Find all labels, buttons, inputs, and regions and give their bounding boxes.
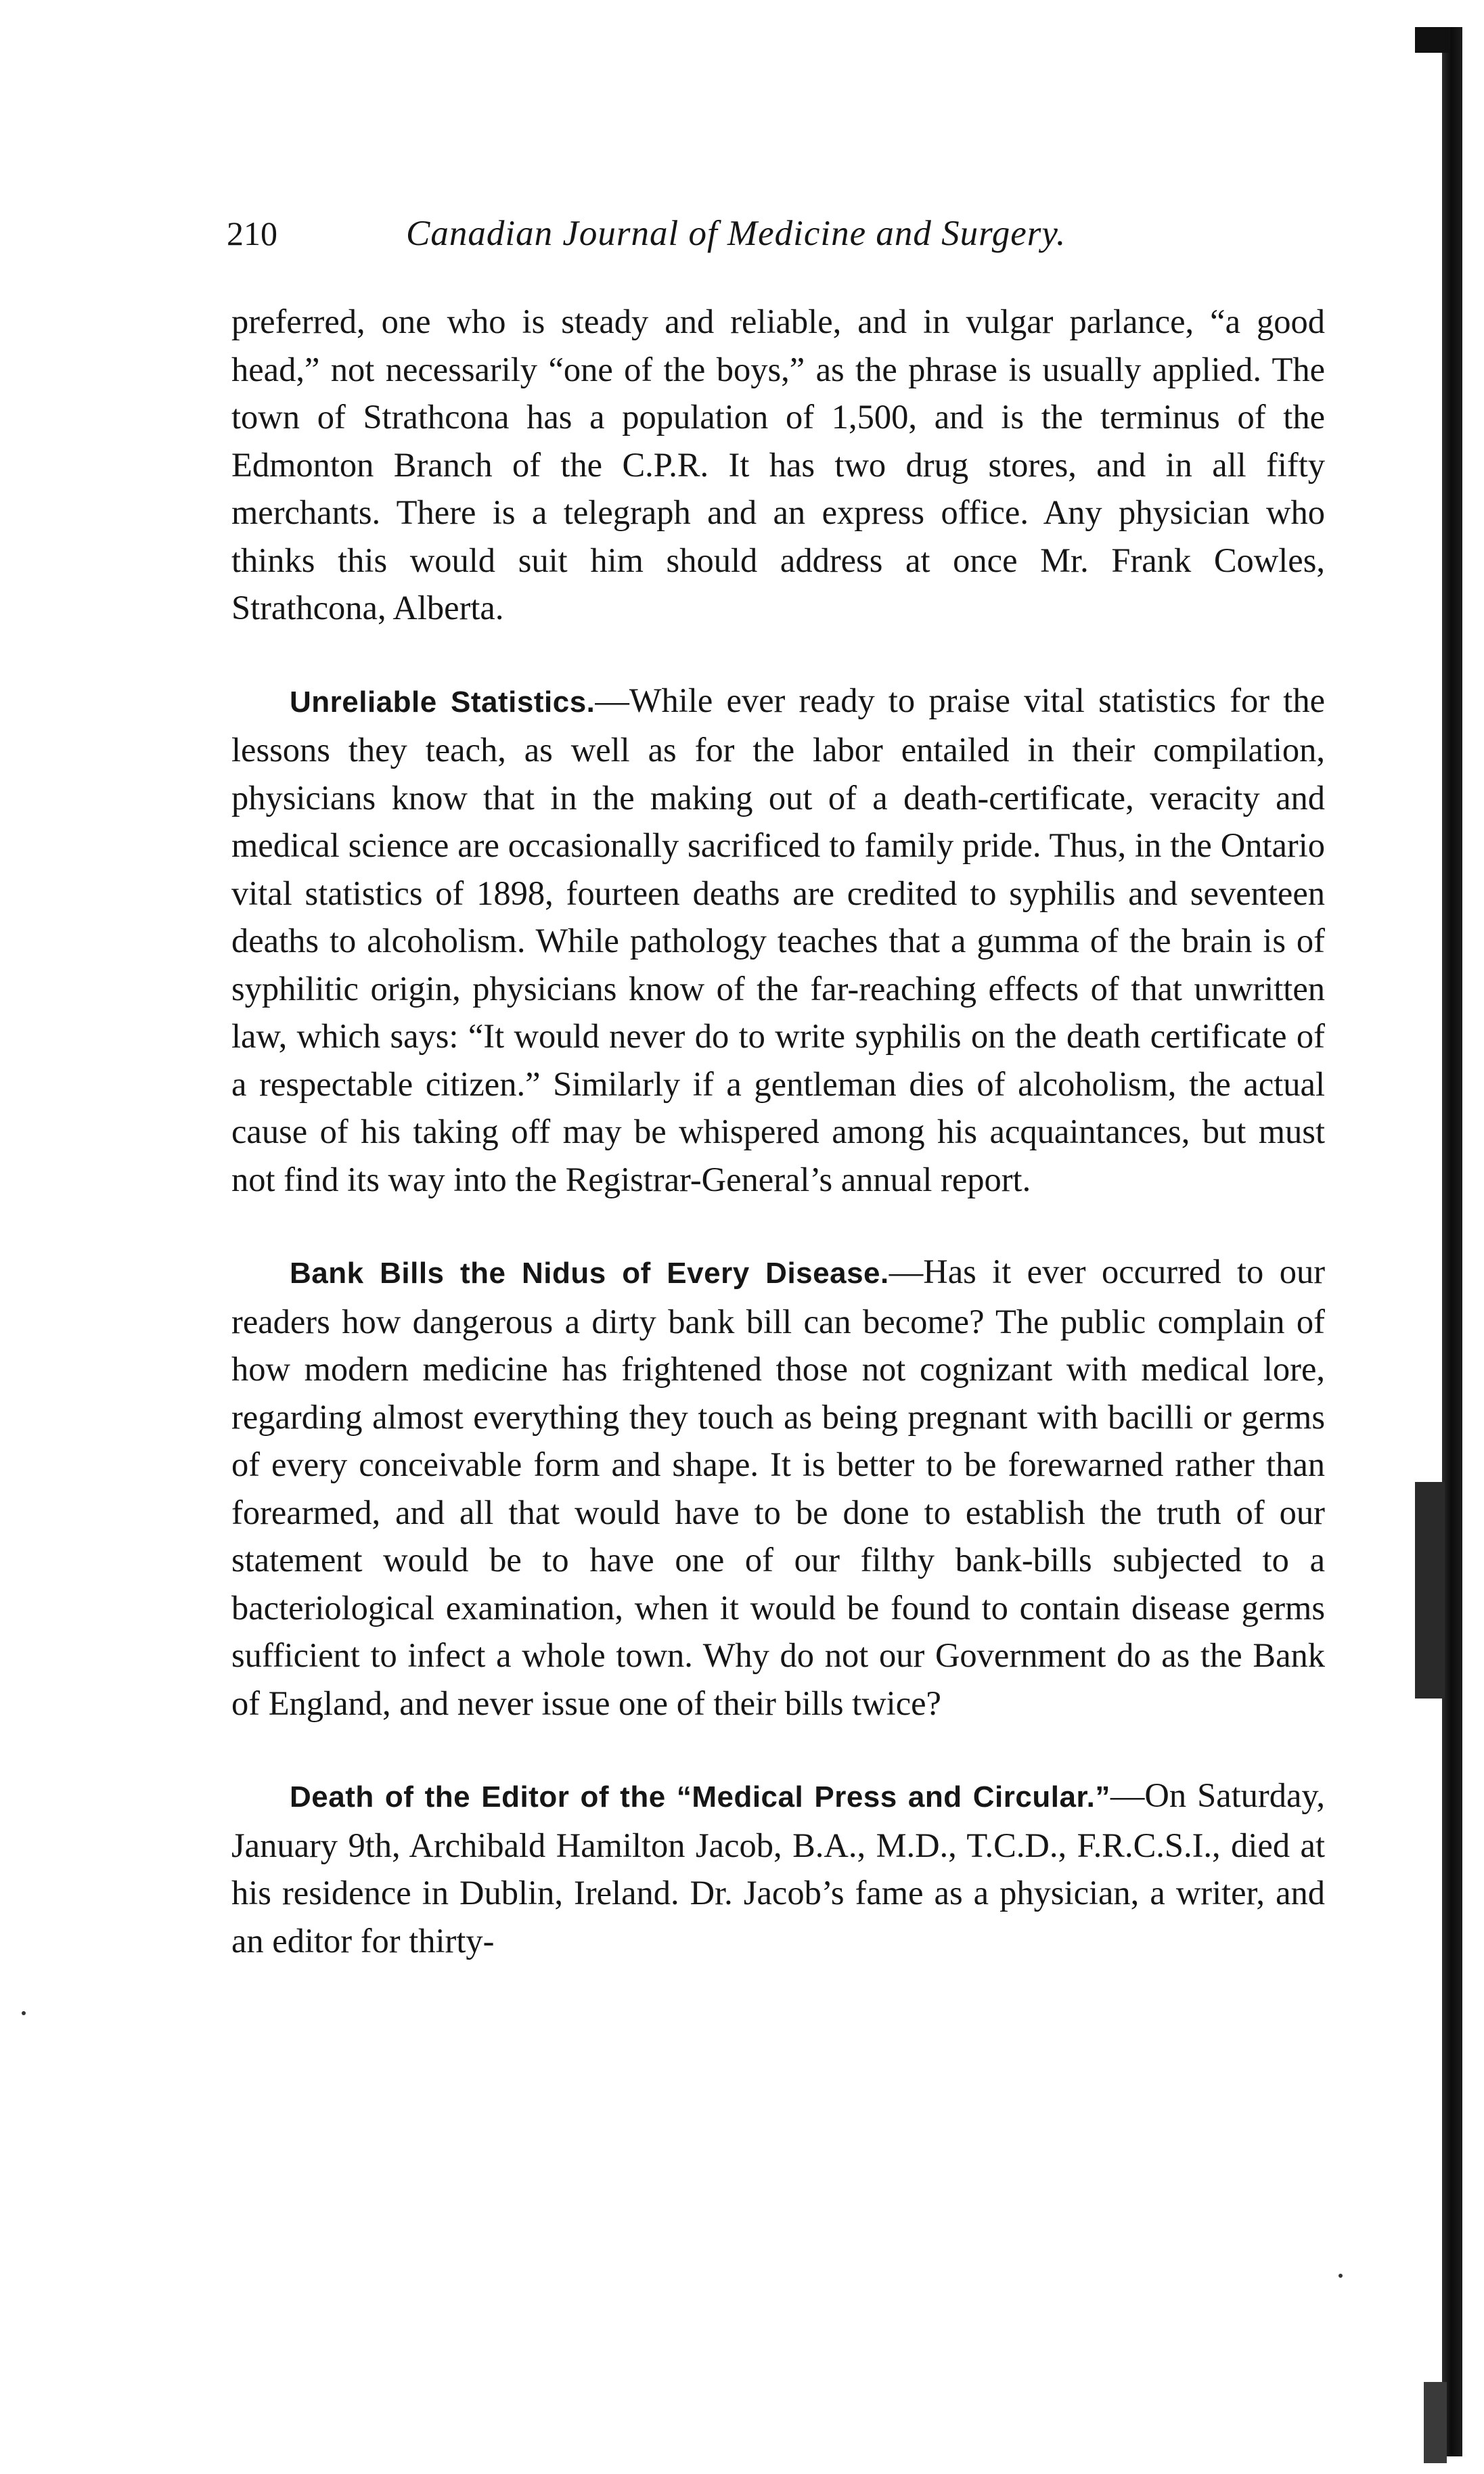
scan-speck: [22, 2011, 26, 2015]
page-edge-mark: [1415, 27, 1450, 53]
article-heading: Bank Bills the Nidus of Every Disease.: [290, 1257, 889, 1290]
article-death-of-editor: [231, 1772, 1325, 1964]
article-body: —Has it ever occurred to our readers how dangerous a dirty bank bill can become? The public complain of how modern medicine has frightened those not cognizant with medical lore, regarding almost everything they touch as being pregnant with bacilli or germs of every conceivable form and shape. It is better to be forewarned rather than forearmed, and all that would have to be done to establish the truth of our statement would be to have one of our filthy bank-bills subjected to a bacteriological examination, when it would be found to contain disease germs sufficient to infect a whole town. Why do not our Government do as the Bank of England, and never issue one of their bills twice?: [231, 1253, 1326, 1722]
intro-paragraph: preferred, one who is steady and reliable, and in vulgar parlance, “a good head,” not necessarily “one of the boys,” as the phrase is usually applied. The town of Strathcona has a population of 1,500, and is the terminus of the Edmonton Branch of the C.P.R. It has two drug stores, and in all fifty merchants. There is a telegraph and an express office. Any physician who thinks this would suit him should address at once Mr. Frank Cowles, Strathcona, Alberta.: [231, 302, 1325, 627]
article-heading: Death of the Editor of the “Medical Press and Circular.”: [290, 1780, 1110, 1814]
article-unreliable-statistics: [231, 677, 1325, 1204]
article-bank-bills: [231, 1248, 1325, 1727]
page-edge-mark: [1424, 2382, 1447, 2463]
article-paragraph: [231, 677, 1325, 1204]
article-paragraph: [231, 1772, 1325, 1964]
journal-title: Canadian Journal of Medicine and Surgery.: [406, 214, 1066, 253]
page-header: [227, 203, 1188, 264]
text-column: [231, 298, 1325, 1964]
article-heading: Unreliable Statistics.: [290, 685, 595, 719]
page-edge-mark: [1415, 1482, 1445, 1699]
page-edge-shadow: [1442, 27, 1462, 2456]
article-body: —While ever ready to praise vital statistics for the lessons they teach, as well as for the labor entailed in their compilation, physicians know that in the making out of a death-certificate, veracity and medical science are occasionally sacrificed to family pride. Thus, in the Ontario vital statistics of 1898, fourteen deaths are credited to syphilis and seventeen deaths to alcoholism. While pathology teaches that a gumma of the brain is of syphilitic origin, physicians know of the far-reaching effects of that unwritten law, which says: “It would never do to write syphilis on the death certificate of a respectable citizen.” Similarly if a gentleman dies of alcoholism, the actual cause of his taking off may be whispered among his acquaintances, but must not find its way into the Registrar-General’s annual report.: [231, 681, 1325, 1198]
article-paragraph: [231, 1248, 1325, 1727]
article-body: —On Saturday, January 9th, Archibald Hamilton Jacob, B.A., M.D., T.C.D., F.R.C.S.I., died at his residence in Dublin, Ireland. Dr. Jacob’s fame as a physician, a writer, and an editor for thirty-: [231, 1776, 1326, 1960]
page-number: 210: [227, 215, 277, 252]
scan-speck: [1339, 2274, 1343, 2278]
